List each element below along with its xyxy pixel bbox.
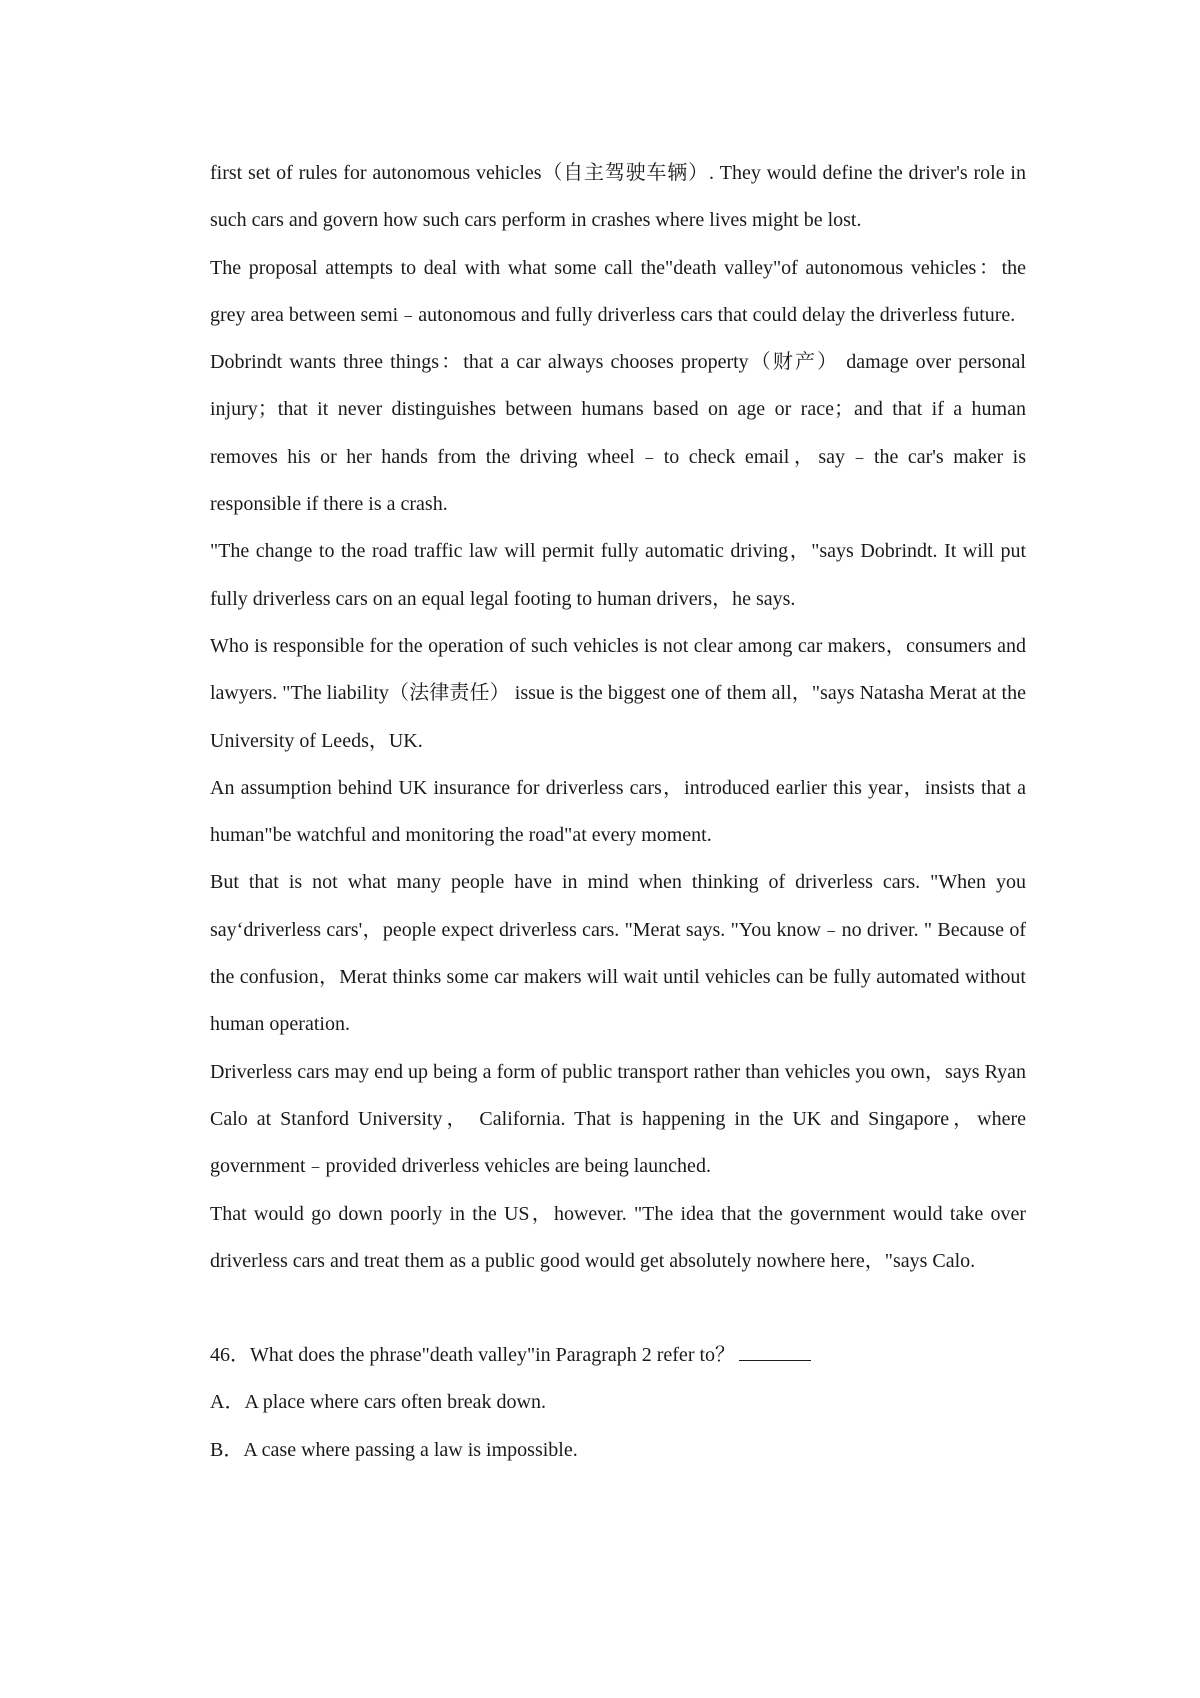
passage-paragraph-4: "The change to the road traffic law will permit fully automatic driving，"says Dobrindt. It will put fully driverless cars on an equal legal footing to human drivers，he says. — [210, 540, 1026, 610]
answer-blank — [739, 1342, 811, 1361]
passage-paragraph-3: Dobrindt wants three things：that a car always chooses property（财产） damage over personal injury；that it never distinguishes between humans based on age or race；and that if a human removes his or her hands from the driving wheel﹣to check email，say﹣the car's maker is responsible if there is a crash. — [210, 351, 1026, 516]
passage-paragraph-5: Who is responsible for the operation of such vehicles is not clear among car makers，consumers and lawyers. "The liability（法律责任） issue is the biggest one of them all，"says Natasha Merat at the University of Leeds，UK. — [210, 634, 1026, 752]
question-46 — [210, 1332, 1026, 1379]
passage-paragraph-6: An assumption behind UK insurance for driverless cars，introduced earlier this year，insists that a human"be watchful and monitoring the road"at every moment. — [210, 776, 1026, 847]
question-46-text: 46．What does the phrase"death valley"in Paragraph 2 refer to？ — [210, 1344, 736, 1367]
reading-passage — [210, 150, 1026, 1474]
passage-paragraph-7: But that is not what many people have in mind when thinking of driverless cars. "When you say‘driverless cars'，people expect driverless cars. "Merat says. "You know﹣no driver. " Because of the confusion，Merat thinks some car makers will wait until vehicles can be fully automated without human operation. — [210, 871, 1026, 1036]
passage-paragraph-2: The proposal attempts to deal with what some call the"death valley"of autonomous vehicles：the grey area between semi﹣autonomous and fully driverless cars that could delay the driverless future. — [210, 256, 1026, 326]
passage-paragraph-1: first set of rules for autonomous vehicles（自主驾驶车辆）. They would define the driver's role in such cars and govern how such cars perform in crashes where lives might be lost. — [210, 162, 1026, 232]
option-b: B．A case where passing a law is impossible. — [210, 1438, 578, 1461]
section-spacer — [210, 1285, 1026, 1332]
passage-paragraph-8: Driverless cars may end up being a form of public transport rather than vehicles you own，says Ryan Calo at Stanford University， California. That is happening in the UK and Singapore，where government﹣provided driverless vehicles are being launched. — [210, 1060, 1026, 1178]
passage-paragraph-9: That would go down poorly in the US，however. "The idea that the government would take over driverless cars and treat them as a public good would get absolutely nowhere here，"says Calo. — [210, 1202, 1026, 1272]
option-a: A．A place where cars often break down. — [210, 1391, 546, 1414]
